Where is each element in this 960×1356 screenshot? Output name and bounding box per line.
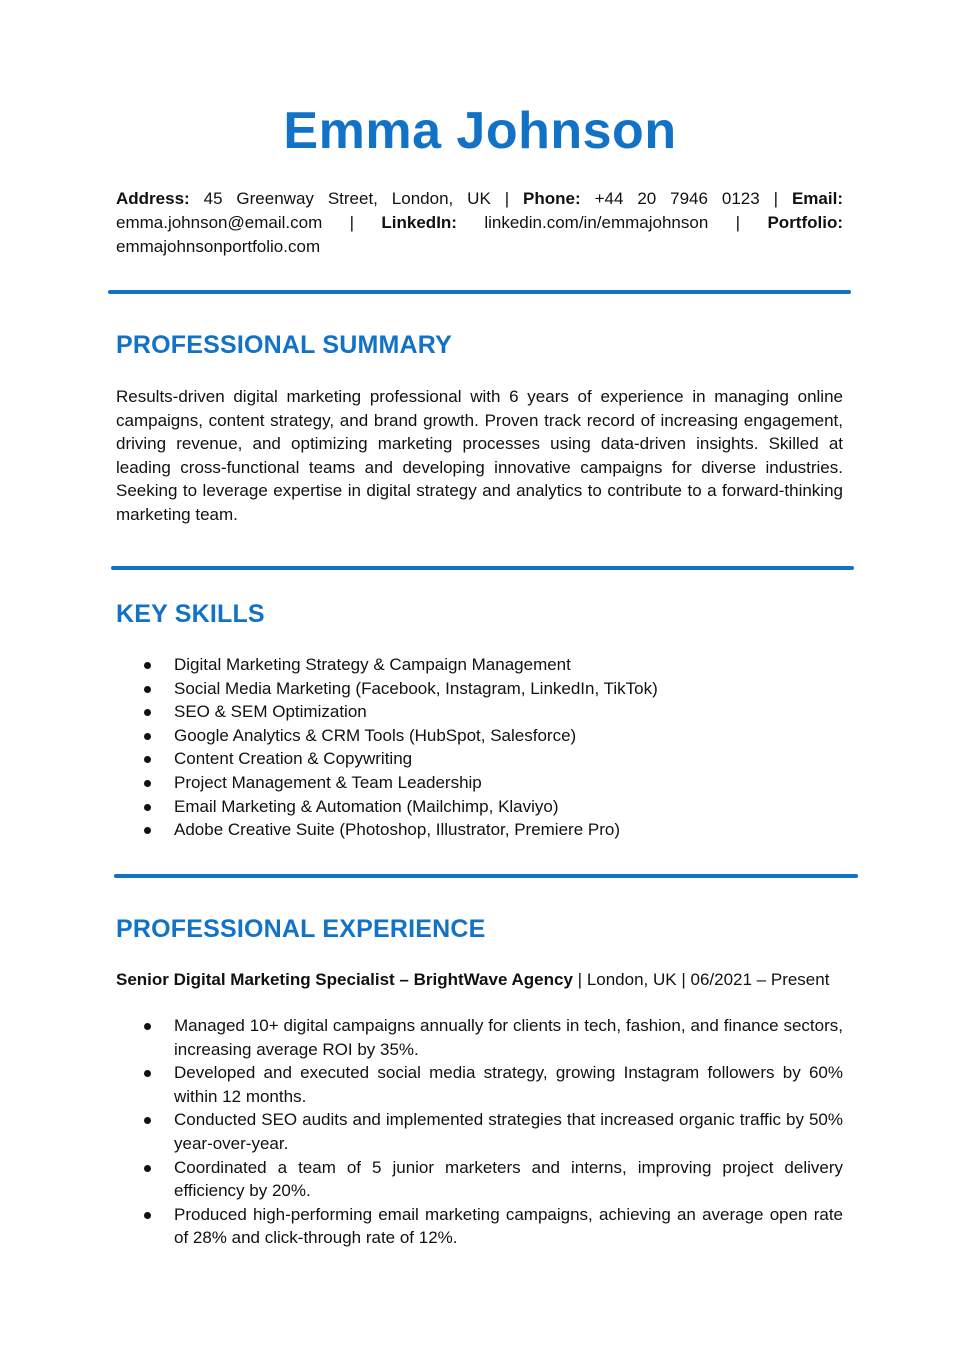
bullet-icon [144,662,151,669]
contact-info [116,187,843,259]
linkedin-label: LinkedIn: [381,213,457,232]
section-divider [111,566,854,570]
address-value: 45 Greenway Street, London, UK [203,189,491,208]
list-item [116,724,843,748]
email-label: Email: [791,189,843,208]
separator: | [735,213,741,232]
list-item [116,818,843,842]
skill-text: Email Marketing & Automation (Mailchimp, Klaviyo) [174,796,559,816]
portfolio-label: Portfolio: [767,213,844,232]
list-item [116,653,843,677]
list-item [116,747,843,771]
portfolio-value[interactable]: emmajohnsonportfolio.com [116,237,321,256]
job-title: Senior Digital Marketing Specialist – BrightWave Agency [116,970,573,989]
candidate-name: Emma Johnson [283,102,677,160]
bullet-icon [144,1070,151,1077]
separator: | [577,970,583,989]
bullet-icon [144,1212,151,1219]
achievement-text: Produced high-performing email marketing campaigns, achieving an average open rate of 28% and click-through rate of 12%. [174,1204,843,1248]
bullet-icon [144,756,151,763]
address-label: Address: [116,189,190,208]
skill-text: SEO & SEM Optimization [174,702,367,722]
list-item [116,1156,843,1203]
list-item [116,677,843,701]
job-achievements-list [116,1014,843,1250]
summary-heading: PROFESSIONAL SUMMARY [116,331,452,359]
list-item [116,771,843,795]
list-item [116,1061,843,1108]
achievement-text: Conducted SEO audits and implemented strategies that increased organic traffic by 50% year-over-year. [174,1110,843,1153]
bullet-icon [144,686,151,693]
achievement-text: Managed 10+ digital campaigns annually for clients in tech, fashion, and finance sectors, increasing average ROI by 35%. [174,1016,843,1059]
bullet-icon [144,827,151,834]
skill-text: Content Creation & Copywriting [174,749,413,769]
skill-text: Digital Marketing Strategy & Campaign Management [174,655,571,674]
summary-text: Results-driven digital marketing professional with 6 years of experience in managing online campaigns, content strategy, and brand growth. Proven track record of increasing engagement, driving revenue, and optimizing marketing processes using data-driven insights. Skilled at leading cross-functional teams and developing innovative campaigns for diverse industries. Seeking to leverage expertise in digital strategy and analytics to contribute to a forward-thinking marketing team. [116,387,843,524]
bullet-icon [144,780,151,787]
achievement-text: Developed and executed social media strategy, growing Instagram followers by 60% within 12 months. [174,1063,843,1106]
list-item [116,795,843,819]
list-item [116,1108,843,1155]
list-item [116,1014,843,1061]
skill-text: Adobe Creative Suite (Photoshop, Illustrator, Premiere Pro) [174,820,620,840]
email-value[interactable]: emma.johnson@email.com [116,213,323,232]
achievement-text: Coordinated a team of 5 junior marketers and interns, improving project delivery efficiency by 20%. [174,1157,843,1201]
skill-text: Google Analytics & CRM Tools (HubSpot, Salesforce) [174,725,577,745]
phone-label: Phone: [523,189,581,208]
skill-text: Social Media Marketing (Facebook, Instagram, LinkedIn, TikTok) [174,678,658,698]
skill-text: Project Management & Team Leadership [174,772,482,792]
separator: | [504,189,510,208]
bullet-icon [144,733,151,740]
skills-heading: KEY SKILLS [116,600,265,628]
bullet-icon [144,1165,151,1172]
separator: | [349,213,355,232]
list-item [116,1203,843,1250]
bullet-icon [144,709,151,716]
phone-value: +44 20 7946 0123 [594,189,760,208]
experience-heading: PROFESSIONAL EXPERIENCE [116,915,486,943]
section-divider [108,290,851,294]
bullet-icon [144,1023,151,1030]
separator: | [681,970,686,989]
separator: | [773,189,779,208]
job-header [116,968,876,992]
job-location: London, UK [586,970,677,989]
linkedin-value[interactable]: linkedin.com/in/emmajohnson [484,213,709,232]
list-item [116,700,843,724]
section-divider [114,874,858,878]
skills-list [116,653,843,842]
bullet-icon [144,1117,151,1124]
job-dates: 06/2021 – Present [690,970,830,989]
bullet-icon [144,804,151,811]
